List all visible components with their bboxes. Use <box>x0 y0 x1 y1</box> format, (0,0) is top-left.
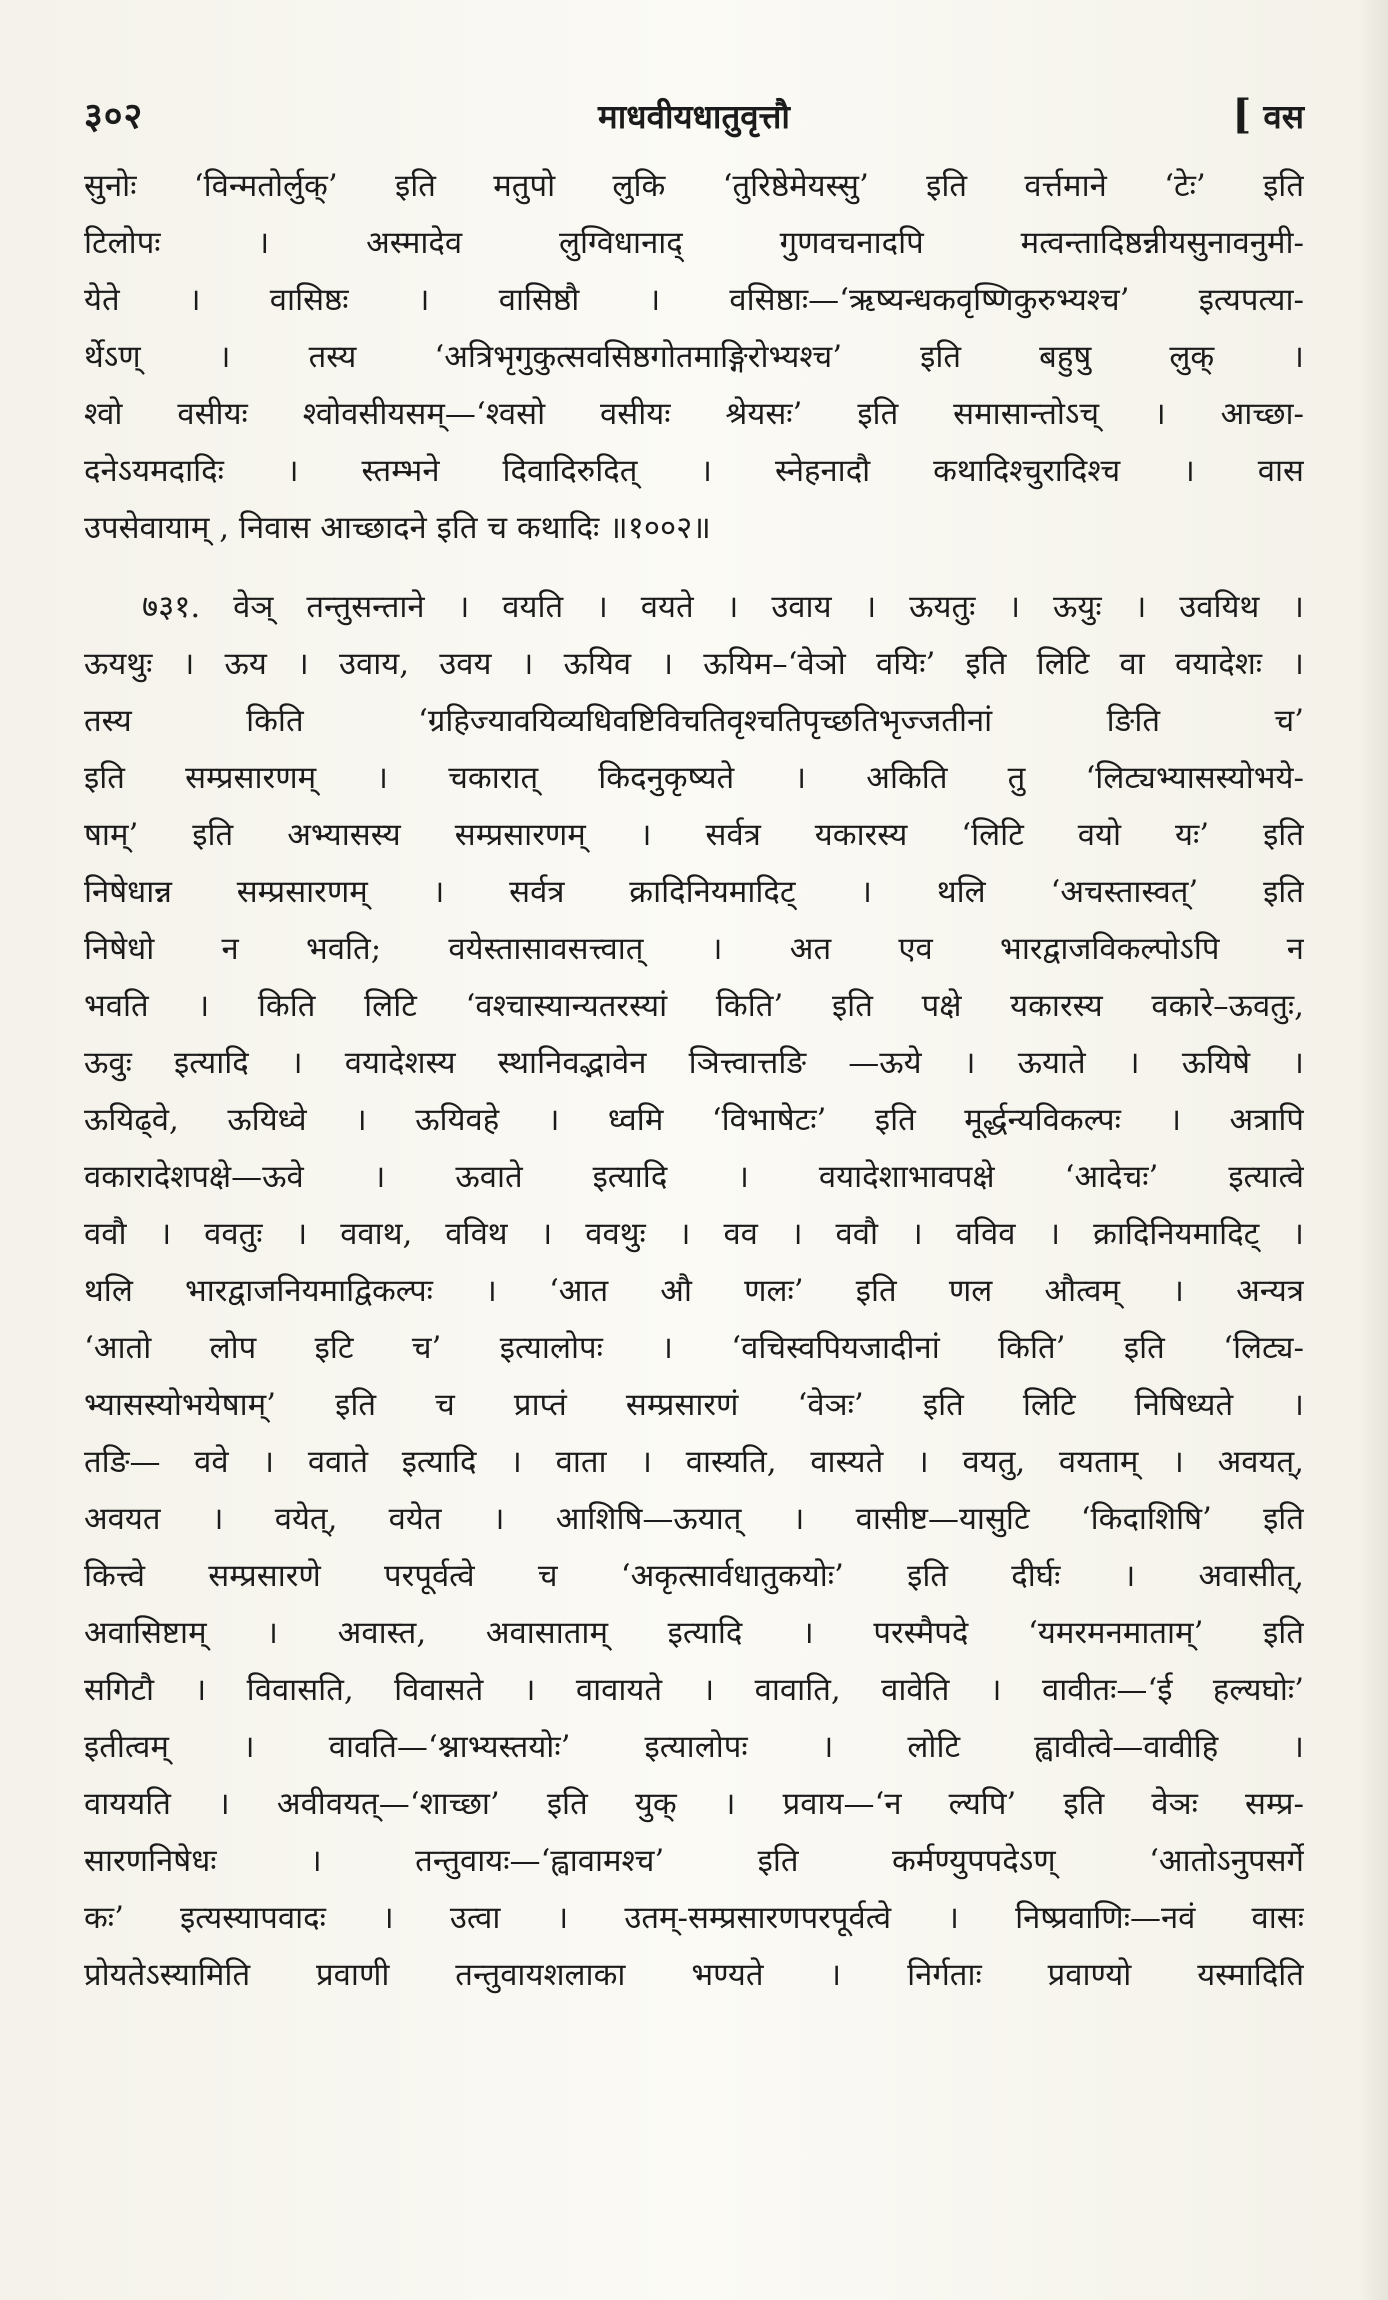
page-number: ३०२ <box>84 95 144 137</box>
text-line: ऊयथुः । ऊय । उवाय, उवय । ऊयिव । ऊयिम–‘वेञो वयिः’ इति लिटि वा वयादेशः । <box>84 646 1304 682</box>
text-line: वाययति । अवीवयत्—‘शाच्छा’ इति युक् । प्रवाय—‘न ल्यपि’ इति वेञः सम्प्र- <box>84 1786 1304 1822</box>
text-line: येते । वासिष्ठः । वासिष्ठौ । वसिष्ठाः—‘ऋष्यन्धकवृष्णिकुरुभ्यश्च’ इत्यपत्या- <box>84 282 1304 318</box>
page-header <box>84 90 1304 148</box>
text-line: इतीत्वम् । वावति—‘श्नाभ्यस्तयोः’ इत्यालोपः । लोटि ह्वावीत्वे—वावीहि । <box>84 1729 1304 1765</box>
text-line: थलि भारद्वाजनियमाद्विकल्पः । ‘आत औ णलः’ इति णल औत्वम् । अन्यत्र <box>84 1273 1304 1309</box>
running-title: माधवीयधातुवृत्तौ <box>598 97 790 136</box>
text-line: निषेधो न भवति; वयेस्तासावसत्त्वात् । अत एव भारद्वाजविकल्पोऽपि न <box>84 931 1304 967</box>
text-line: भवति । किति लिटि ‘वश्चास्यान्यतरस्यां किति’ इति पक्षे यकारस्य वकारे–ऊवतुः, <box>84 988 1304 1024</box>
text-line: षाम्’ इति अभ्यासस्य सम्प्रसारणम् । सर्वत्र यकारस्य ‘लिटि वयो यः’ इति <box>84 817 1304 853</box>
section-word: वस <box>1263 97 1304 136</box>
text-line: ‘आतो लोप इटि च’ इत्यालोपः । ‘वचिस्वपियजादीनां किति’ इति ‘लिट्य- <box>84 1330 1304 1366</box>
text-line: सगिटौ । विवासति, विवासते । वावायते । वावाति, वावेति । वावीतः—‘ई हल्यघोः’ <box>84 1672 1304 1708</box>
text-line: कः’ इत्यस्यापवादः । उत्वा । उतम्-सम्प्रसारणपरपूर्वत्वे । निष्प्रवाणिः—नवं वासः <box>84 1900 1304 1936</box>
text-line: सारणनिषेधः । तन्तुवायः—‘ह्वावामश्च’ इति कर्मण्युपपदेऽण् ‘आतोऽनुपसर्गे <box>84 1843 1304 1879</box>
text-line: ऊयिढ्वे, ऊयिध्वे । ऊयिवहे । ध्वमि ‘विभाषेटः’ इति मूर्द्धन्यविकल्पः । अत्रापि <box>84 1102 1304 1138</box>
page-body <box>84 158 1304 2004</box>
text-line: अवयत । वयेत्, वयेत । आशिषि—ऊयात् । वासीष्ट—यासुटि ‘किदाशिषि’ इति <box>84 1501 1304 1537</box>
text-line: इति सम्प्रसारणम् । चकारात् किदनुकृष्यते । अकिति तु ‘लिट्यभ्यासस्योभये- <box>84 760 1304 796</box>
text-line: ववौ । ववतुः । ववाथ, वविथ । ववथुः । वव । ववौ । वविव । क्रादिनियमादिट् । <box>84 1216 1304 1252</box>
text-line: भ्यासस्योभयेषाम्’ इति च प्राप्तं सम्प्रसारणं ‘वेञः’ इति लिटि निषिध्यते । <box>84 1387 1304 1423</box>
entry-heading-line: ७३१. वेञ् तन्तुसन्ताने । वयति । वयते । उवाय । ऊयतुः । ऊयुः । उवयिथ । <box>142 589 1304 625</box>
text-line: श्वो वसीयः श्वोवसीयसम्—‘श्वसो वसीयः श्रेयसः’ इति समासान्तोऽच् । आच्छा- <box>84 396 1304 432</box>
text-line: वकारादेशपक्षे—ऊवे । ऊवाते इत्यादि । वयादेशाभावपक्षे ‘आदेचः’ इत्यात्वे <box>84 1159 1304 1195</box>
text-line: निषेधान्न सम्प्रसारणम् । सर्वत्र क्रादिनियमादिट् । थलि ‘अचस्तास्वत्’ इति <box>84 874 1304 910</box>
text-line: सुनोः ‘विन्मतोर्लुक्’ इति मतुपो लुकि ‘तुरिष्ठेमेयस्सु’ इति वर्त्तमाने ‘टेः’ इति <box>84 168 1304 204</box>
paragraph-gap <box>84 557 1304 579</box>
page-shadow <box>1360 0 1388 2300</box>
text-line: तस्य किति ‘ग्रहिज्यावयिव्यधिवष्टिविचतिवृश्चतिपृच्छतिभृज्जतीनां ङिति च’ <box>84 703 1304 739</box>
text-line: र्थेऽण् । तस्य ‘अत्रिभृगुकुत्सवसिष्ठगोतमाङ्गिरोभ्यश्च’ इति बहुषु लुक् । <box>84 339 1304 375</box>
text-line: अवासिष्टाम् । अवास्त, अवासाताम् इत्यादि । परस्मैपदे ‘यमरमनमाताम्’ इति <box>84 1615 1304 1651</box>
text-line: उपसेवायाम् , निवास आच्छादने इति च कथादिः ॥१००२॥ <box>84 510 711 546</box>
text-line: ऊवुः इत्यादि । वयादेशस्य स्थानिवद्भावेन ञित्त्वात्तङि —ऊये । ऊयाते । ऊयिषे । <box>84 1045 1304 1081</box>
section-bracket: [ <box>1232 91 1252 138</box>
text-line: तङि— ववे । ववाते इत्यादि । वाता । वास्यति, वास्यते । वयतु, वयताम् । अवयत्, <box>84 1444 1304 1480</box>
section-marker <box>1084 91 1304 138</box>
text-line: दनेऽयमदादिः । स्तम्भने दिवादिरुदित् । स्नेहनादौ कथादिश्चुरादिश्च । वास <box>84 453 1304 489</box>
paragraph-2 <box>84 579 1304 2004</box>
text-line: कित्त्वे सम्प्रसारणे परपूर्वत्वे च ‘अकृत्सार्वधातुकयोः’ इति दीर्घः । अवासीत्, <box>84 1558 1304 1594</box>
paragraph-1 <box>84 158 1304 557</box>
text-line: प्रोयतेऽस्यामिति प्रवाणी तन्तुवायशलाका भण्यते । निर्गताः प्रवाण्यो यस्मादिति <box>84 1957 1304 1993</box>
text-line: टिलोपः । अस्मादेव लुग्विधानाद् गुणवचनादपि मत्वन्तादिष्ठन्नीयसुनावनुमी- <box>84 225 1304 261</box>
